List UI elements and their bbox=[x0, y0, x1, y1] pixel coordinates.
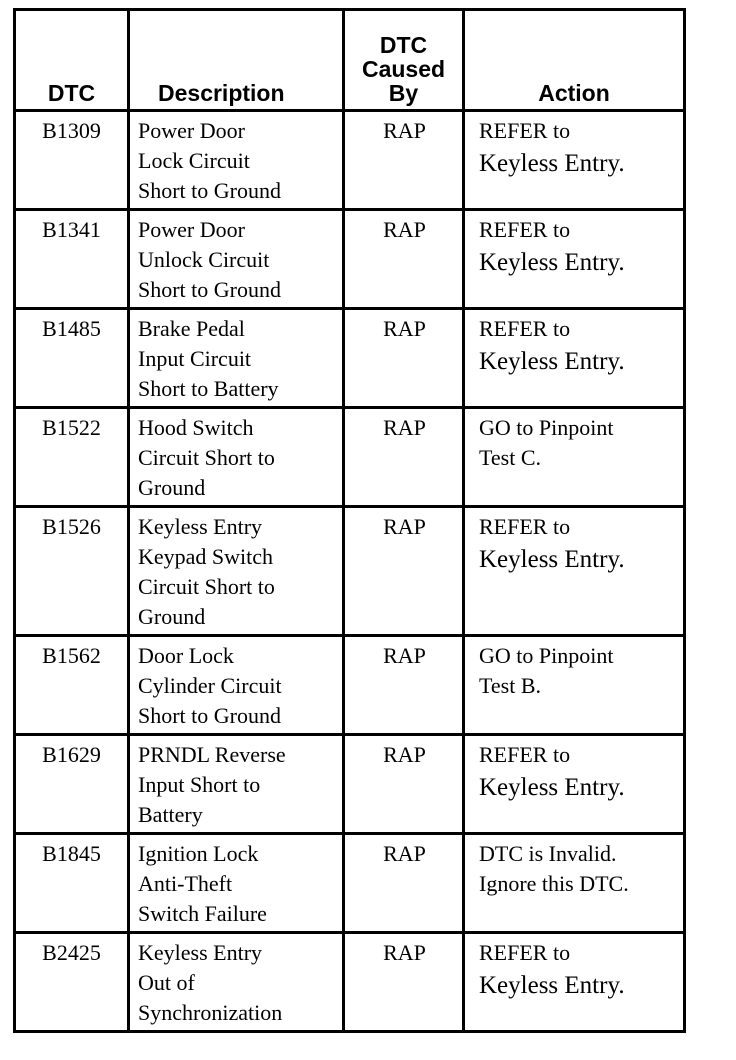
description-line: Lock Circuit bbox=[138, 148, 250, 173]
description-line: Out of bbox=[138, 970, 195, 995]
dtc-description bbox=[129, 309, 344, 408]
dtc-caused-by: RAP bbox=[344, 507, 464, 636]
action-line: Keyless Entry. bbox=[479, 546, 625, 573]
dtc-caused-by: RAP bbox=[344, 636, 464, 735]
table-row bbox=[15, 834, 685, 933]
action-line: GO to Pinpoint bbox=[479, 643, 614, 668]
dtc-caused-by: RAP bbox=[344, 210, 464, 309]
dtc-description bbox=[129, 636, 344, 735]
description-line: Synchronization bbox=[138, 1000, 283, 1025]
dtc-action bbox=[464, 507, 685, 636]
dtc-description bbox=[129, 507, 344, 636]
dtc-action bbox=[464, 408, 685, 507]
table-row bbox=[15, 111, 685, 210]
description-line: Short to Ground bbox=[138, 277, 281, 302]
description-line: Door Lock bbox=[138, 643, 234, 668]
description-line: Brake Pedal bbox=[138, 316, 245, 341]
description-line: Short to Ground bbox=[138, 703, 281, 728]
dtc-code: B1341 bbox=[15, 210, 129, 309]
action-line: REFER to bbox=[479, 742, 571, 767]
dtc-caused-by: RAP bbox=[344, 408, 464, 507]
table-row bbox=[15, 309, 685, 408]
table-row bbox=[15, 408, 685, 507]
dtc-description bbox=[129, 210, 344, 309]
description-line: PRNDL Reverse bbox=[138, 742, 286, 767]
dtc-code: B1562 bbox=[15, 636, 129, 735]
description-line: Keyless Entry bbox=[138, 940, 263, 965]
action-line: Keyless Entry. bbox=[479, 972, 625, 999]
dtc-action bbox=[464, 111, 685, 210]
action-line: DTC is Invalid. bbox=[479, 841, 617, 866]
description-line: Circuit Short to bbox=[138, 574, 275, 599]
action-line: Keyless Entry. bbox=[479, 249, 625, 276]
dtc-caused-by: RAP bbox=[344, 735, 464, 834]
description-line: Input Short to bbox=[138, 772, 261, 797]
header-row bbox=[15, 10, 685, 111]
dtc-code: B1526 bbox=[15, 507, 129, 636]
description-line: Ignition Lock bbox=[138, 841, 259, 866]
dtc-action bbox=[464, 210, 685, 309]
action-line: Keyless Entry. bbox=[479, 348, 625, 375]
dtc-caused-by: RAP bbox=[344, 111, 464, 210]
table-row bbox=[15, 636, 685, 735]
description-line: Power Door bbox=[138, 118, 245, 143]
action-line: GO to Pinpoint bbox=[479, 415, 614, 440]
header-caused-by-line: By bbox=[388, 80, 419, 106]
action-line: REFER to bbox=[479, 217, 571, 242]
description-line: Keyless Entry bbox=[138, 514, 263, 539]
description-line: Short to Ground bbox=[138, 178, 281, 203]
header-dtc: DTC bbox=[15, 10, 129, 111]
table-body bbox=[15, 111, 685, 1032]
dtc-caused-by: RAP bbox=[344, 834, 464, 933]
table-row bbox=[15, 210, 685, 309]
dtc-description bbox=[129, 933, 344, 1032]
description-line: Anti-Theft bbox=[138, 871, 233, 896]
dtc-table bbox=[13, 8, 686, 1033]
dtc-action bbox=[464, 636, 685, 735]
header-caused-by-line: Caused bbox=[361, 56, 446, 82]
header-caused-by-line: DTC bbox=[379, 32, 428, 58]
action-line: Ignore this DTC. bbox=[479, 871, 629, 896]
action-line: Test C. bbox=[479, 445, 542, 470]
dtc-action bbox=[464, 834, 685, 933]
description-line: Cylinder Circuit bbox=[138, 673, 282, 698]
description-line: Short to Battery bbox=[138, 376, 279, 401]
dtc-action bbox=[464, 309, 685, 408]
description-line: Input Circuit bbox=[138, 346, 252, 371]
description-line: Ground bbox=[138, 604, 206, 629]
description-line: Unlock Circuit bbox=[138, 247, 270, 272]
dtc-description bbox=[129, 834, 344, 933]
header-action: Action bbox=[464, 10, 685, 111]
dtc-code: B1309 bbox=[15, 111, 129, 210]
action-line: Test B. bbox=[479, 673, 542, 698]
table-row bbox=[15, 507, 685, 636]
header-caused-by bbox=[344, 10, 464, 111]
dtc-caused-by: RAP bbox=[344, 933, 464, 1032]
table-row bbox=[15, 933, 685, 1032]
action-line: REFER to bbox=[479, 940, 571, 965]
action-line: REFER to bbox=[479, 118, 571, 143]
dtc-code: B2425 bbox=[15, 933, 129, 1032]
description-line: Power Door bbox=[138, 217, 245, 242]
description-line: Hood Switch bbox=[138, 415, 254, 440]
dtc-code: B1522 bbox=[15, 408, 129, 507]
description-line: Battery bbox=[138, 802, 203, 827]
description-line: Ground bbox=[138, 475, 206, 500]
dtc-code: B1845 bbox=[15, 834, 129, 933]
header-description: Description bbox=[129, 10, 344, 111]
dtc-action bbox=[464, 933, 685, 1032]
dtc-code: B1485 bbox=[15, 309, 129, 408]
dtc-action bbox=[464, 735, 685, 834]
dtc-description bbox=[129, 111, 344, 210]
description-line: Keypad Switch bbox=[138, 544, 274, 569]
dtc-description bbox=[129, 408, 344, 507]
action-line: Keyless Entry. bbox=[479, 774, 625, 801]
table-row bbox=[15, 735, 685, 834]
description-line: Circuit Short to bbox=[138, 445, 275, 470]
action-line: REFER to bbox=[479, 316, 571, 341]
dtc-code: B1629 bbox=[15, 735, 129, 834]
dtc-caused-by: RAP bbox=[344, 309, 464, 408]
action-line: REFER to bbox=[479, 514, 571, 539]
action-line: Keyless Entry. bbox=[479, 150, 625, 177]
dtc-description bbox=[129, 735, 344, 834]
description-line: Switch Failure bbox=[138, 901, 267, 926]
